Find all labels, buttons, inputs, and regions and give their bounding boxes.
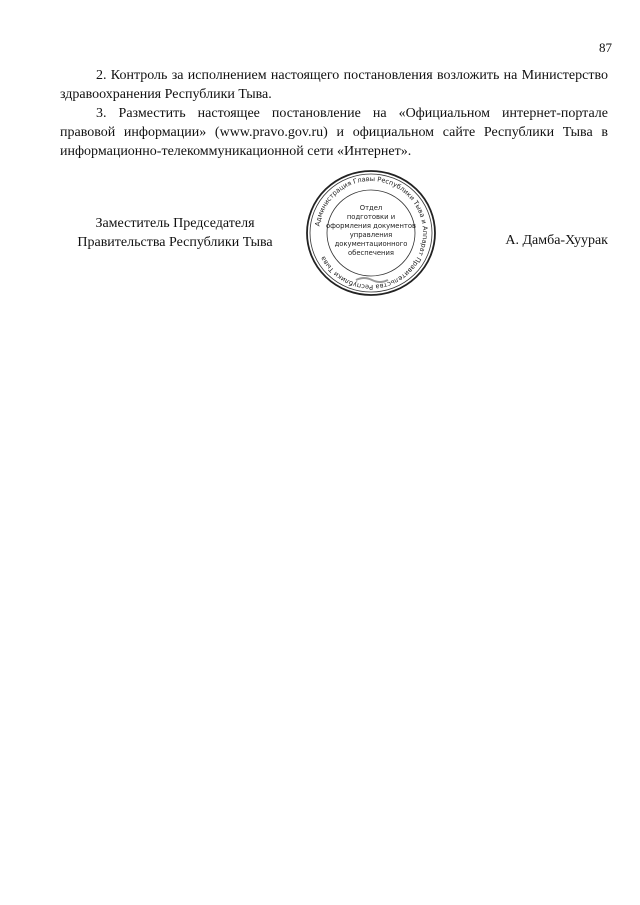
seal-line: управления: [349, 231, 393, 239]
page-number: 87: [599, 40, 612, 55]
seal-line: Отдел: [359, 204, 383, 212]
signer-title-line1: Заместитель Председателя: [95, 216, 255, 231]
document-body: [60, 66, 608, 161]
seal-line: оформления документов: [325, 222, 417, 230]
paragraph-2: 2. Контроль за исполнением настоящего постановления возложить на Министерство здравоохранения Республики Тыва.: [60, 68, 608, 102]
signer-title: [60, 214, 290, 252]
seal-line: документационного: [334, 240, 408, 248]
seal-line: подготовки и: [346, 213, 396, 221]
seal-outer-text: Администрация Главы Республики Тыва и Аппарат Правительства Республики Тыва: [313, 174, 430, 292]
signer-name: А. Дамба-Хуурак: [505, 233, 608, 248]
official-seal: [296, 166, 446, 300]
seal-line: обеспечения: [347, 249, 395, 257]
paragraph-3: 3. Разместить настоящее постановление на «Официальном интернет-портале правовой информации» (www.pravo.gov.ru) и официальном сайте Республики Тыва в информационно-телекоммуникационной сети «Интернет».: [60, 106, 608, 159]
signer-title-line2: Правительства Республики Тыва: [77, 235, 273, 250]
